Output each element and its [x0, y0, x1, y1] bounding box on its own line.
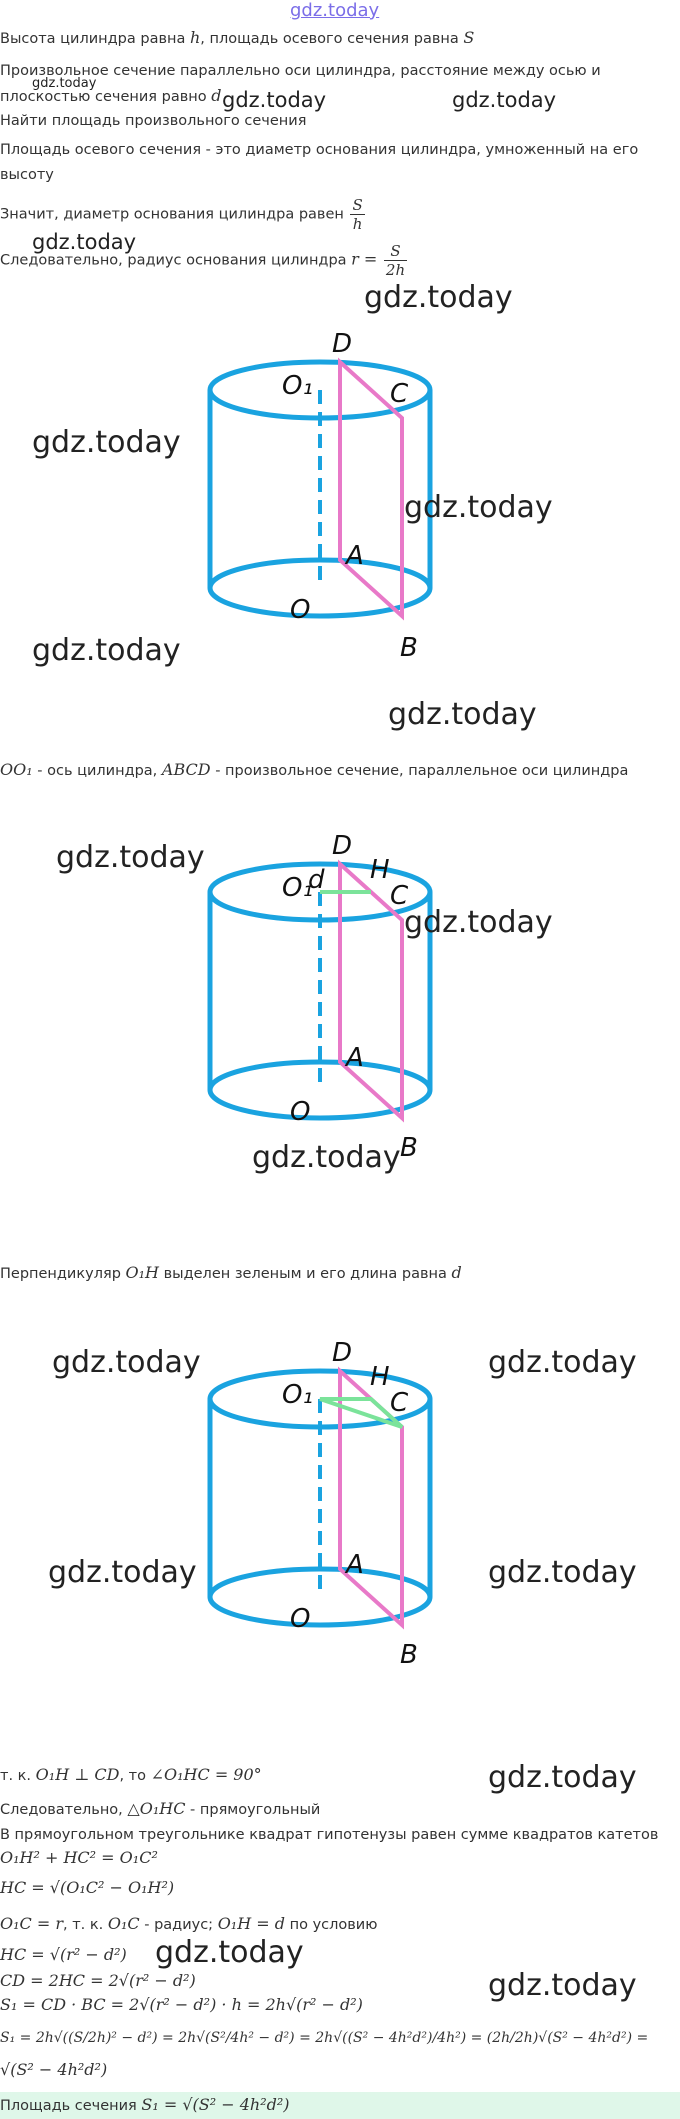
watermark: gdz.today: [488, 1345, 637, 1380]
label-O1: O₁: [282, 1380, 313, 1410]
text-axial-section: Площадь осевого сечения - это диаметр основания цилиндра, умноженный на его: [0, 142, 639, 158]
text-segment: Следовательно, радиус основания цилиндра: [0, 252, 352, 269]
site-link[interactable]: gdz.today: [290, 0, 380, 21]
watermark: gdz.today: [364, 280, 513, 315]
watermark: gdz.today: [488, 1968, 637, 2003]
fraction-denominator: 2h: [385, 261, 406, 279]
text-pythagoras: В прямоугольном треугольнике квадрат гипотенузы равен сумме квадратов катетов: [0, 1827, 659, 1843]
label-H: H: [370, 855, 390, 885]
math-r: r =: [351, 249, 378, 269]
formula-hc-r: HC = √(r² − d²): [0, 1945, 127, 1964]
text-section-parallel: Произвольное сечение параллельно оси цилиндра, расстояние между осью и: [0, 63, 601, 79]
math-d: d: [211, 86, 222, 105]
text-perpendicular: [0, 1263, 462, 1284]
math-h: h: [189, 28, 201, 47]
math-perp: O₁H ⊥ CD: [35, 1765, 120, 1784]
label-H: H: [370, 1362, 390, 1392]
math-triangle: △O₁HC: [127, 1799, 186, 1818]
text-radius-condition: [0, 1914, 377, 1935]
math-s: S: [463, 28, 475, 47]
text-segment: - радиус;: [139, 1917, 218, 1933]
math-answer: S₁ = √(S² − 4h²d²): [141, 2095, 290, 2114]
label-d: d: [308, 865, 325, 895]
text-height-word: высоту: [0, 167, 54, 183]
label-C: C: [390, 1388, 409, 1418]
text-segment: т. к.: [0, 1768, 36, 1784]
text-segment: - произвольное сечение, параллельное оси цилиндра: [210, 763, 629, 779]
text-diameter: [0, 196, 367, 233]
watermark: gdz.today: [52, 1345, 201, 1380]
text-perp-condition: [0, 1765, 262, 1786]
label-O: O: [290, 1604, 311, 1634]
watermark: gdz.today: [488, 1760, 637, 1795]
fraction-denominator: h: [352, 215, 363, 233]
cylinder-figure-2: [190, 820, 470, 1170]
formula-s1-h: S₁ = CD · BC = 2√(r² − d²) · h = 2h√(r² − d²): [0, 1995, 363, 2014]
text-segment: Значит, диаметр основания цилиндра равен: [0, 206, 344, 223]
text-segment: Площадь сечения: [0, 2098, 142, 2114]
math-o1h-d: O₁H = d: [217, 1914, 285, 1933]
watermark: gdz.today: [404, 490, 553, 525]
text-segment: Высота цилиндра равна: [0, 31, 190, 47]
label-A: A: [346, 541, 364, 571]
label-B: B: [400, 1133, 418, 1163]
formula-s1-long: S₁ = 2h√((S/2h)² − d²) = 2h√(S²/4h² − d²) = 2h√((S² − 4h²d²)/4h²) = (2h/2h)√(S² − 4h²d²) =: [0, 2030, 649, 2046]
formula-hc: HC = √(O₁C² − O₁H²): [0, 1878, 175, 1897]
watermark: gdz.today: [404, 905, 553, 940]
text-segment: по условию: [285, 1917, 378, 1933]
math-abcd: ABCD: [161, 760, 211, 779]
math-oo1: OO₁: [0, 760, 33, 779]
label-O1: O₁: [282, 371, 313, 401]
label-D: D: [332, 1338, 353, 1368]
watermark: gdz.today: [222, 88, 327, 112]
label-C: C: [390, 881, 409, 911]
text-segment: - прямоугольный: [185, 1802, 321, 1818]
math-o1h: O₁H: [125, 1263, 159, 1282]
fraction-numerator: S: [352, 196, 363, 214]
text-segment: Перпендикуляр: [0, 1266, 126, 1282]
formula-cd: CD = 2HC = 2√(r² − d²): [0, 1971, 196, 1990]
label-A: A: [346, 1550, 364, 1580]
watermark: gdz.today: [32, 425, 181, 460]
watermark: gdz.today: [155, 1935, 304, 1970]
text-height-area: [0, 28, 474, 49]
math-angle: ∠O₁HC = 90°: [150, 1765, 262, 1784]
formula-s1-result: √(S² − 4h²d²): [0, 2060, 108, 2079]
label-D: D: [332, 831, 353, 861]
watermark: gdz.today: [32, 230, 137, 254]
text-segment: Следовательно,: [0, 1802, 128, 1818]
text-segment: выделен зеленым и его длина равна: [159, 1266, 452, 1282]
watermark: gdz.today: [32, 633, 181, 668]
label-B: B: [400, 633, 418, 663]
label-O1: O₁: [282, 873, 313, 903]
text-right-triangle: [0, 1799, 320, 1820]
math-o1c: O₁C: [107, 1914, 140, 1933]
fraction-numerator: S: [384, 242, 407, 261]
math-d: d: [451, 1263, 462, 1282]
label-C: C: [390, 379, 409, 409]
watermark: gdz.today: [388, 697, 537, 732]
label-D: D: [332, 329, 353, 359]
cylinder-figure-3: [190, 1327, 470, 1677]
watermark: gdz.today: [56, 840, 205, 875]
label-O: O: [290, 1097, 311, 1127]
label-A: A: [346, 1043, 364, 1073]
text-answer: [0, 2095, 290, 2116]
text-axis-section: [0, 760, 628, 781]
formula-pythagoras: O₁H² + HC² = O₁C²: [0, 1848, 158, 1867]
math-o1c-r: O₁C = r: [0, 1914, 63, 1933]
text-segment: плоскостью сечения равно: [0, 89, 212, 105]
label-O: O: [290, 595, 311, 625]
watermark: gdz.today: [488, 1555, 637, 1590]
text-segment: , площадь осевого сечения равна: [200, 31, 464, 47]
watermark: gdz.today: [48, 1555, 197, 1590]
text-find-area: Найти площадь произвольного сечения: [0, 113, 307, 129]
watermark: gdz.today: [452, 88, 557, 112]
label-B: B: [400, 1640, 418, 1670]
fraction-s-over-2h: [384, 242, 407, 279]
text-segment: - ось цилиндра,: [32, 763, 162, 779]
text-segment: , т. к.: [63, 1917, 108, 1933]
text-segment: , то: [119, 1768, 151, 1784]
watermark: gdz.today: [32, 76, 97, 91]
fraction-s-over-h: [350, 196, 364, 233]
watermark: gdz.today: [252, 1140, 401, 1175]
